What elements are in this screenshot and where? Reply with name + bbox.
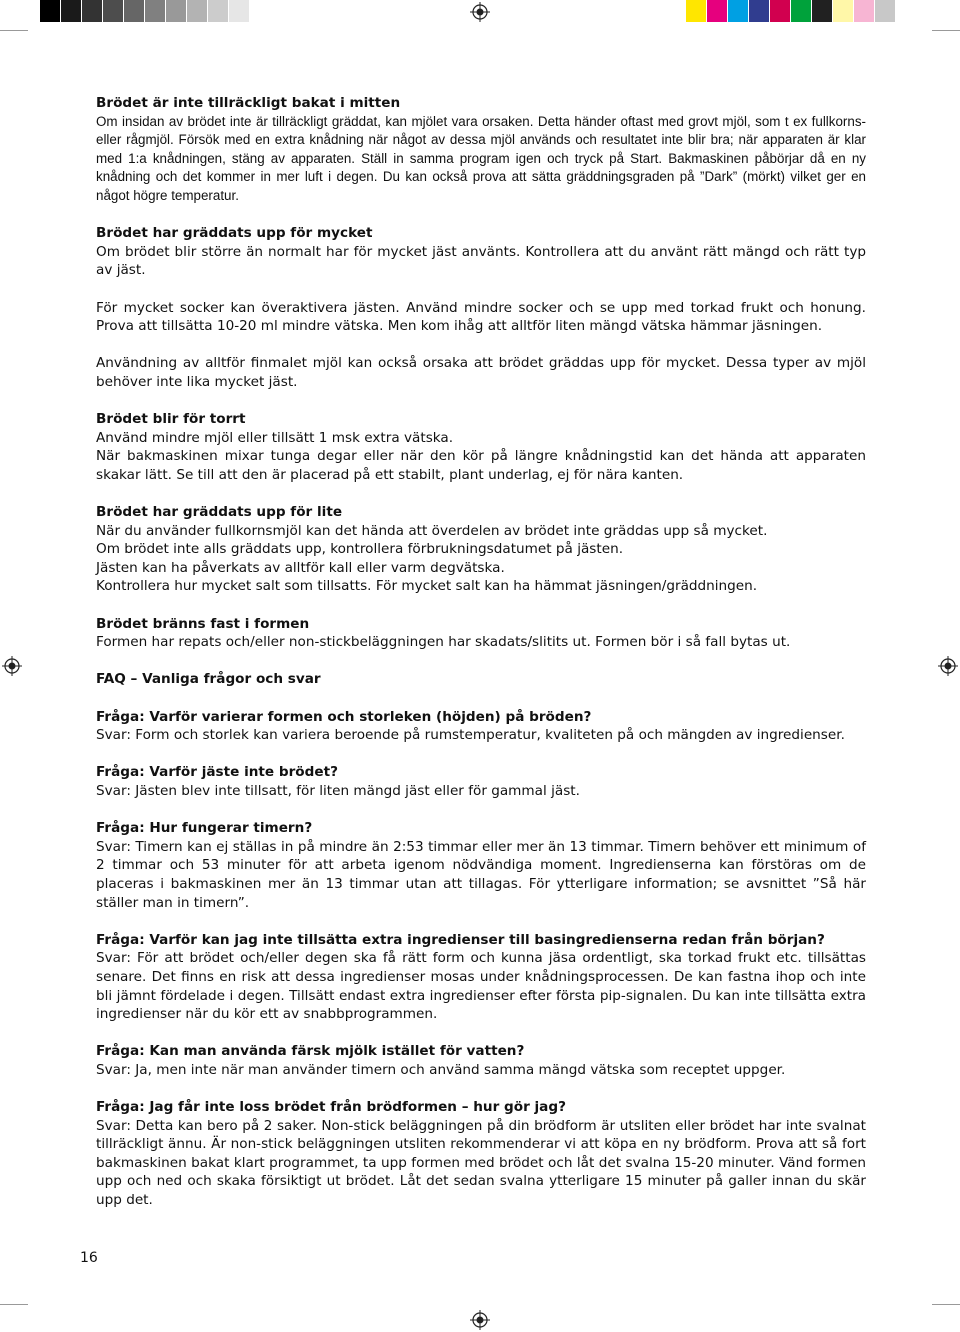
paragraph: Om brödet blir större än normalt har för mycket jäst använts. Kontrollera att du använt rätt mängd och rätt typ av jäst.: [96, 243, 866, 279]
paragraph: För mycket socker kan överaktivera jästen. Använd mindre socker och se upp med torkad frukt och honung. Prova att tillsätta 10-20 ml mindre vätska. Men kom ihåg att alltför liten mängd vätska hämmar jäsningen.: [96, 299, 866, 335]
gray-swatch: [61, 0, 82, 22]
gray-swatch: [208, 0, 229, 22]
color-swatch: [770, 0, 791, 22]
section-heading: Fråga: Jag får inte loss brödet från brödformen – hur gör jag?: [96, 1099, 566, 1116]
color-swatch: [791, 0, 812, 22]
section: [96, 410, 866, 484]
gray-swatch: [82, 0, 103, 22]
section: [96, 354, 866, 391]
section-heading: Brödet bränns fast i formen: [96, 615, 310, 632]
section-heading: FAQ – Vanliga frågor och svar: [96, 671, 321, 688]
paragraph: Svar: Form och storlek kan variera beroende på rumstemperatur, kvaliteten på och mängden av ingredienser.: [96, 727, 845, 744]
color-swatch: [686, 0, 707, 22]
crop-mark-top-right: [932, 30, 960, 31]
paragraph: Använd mindre mjöl eller tillsätt 1 msk extra vätska.: [96, 429, 454, 446]
gray-swatch: [124, 0, 145, 22]
gray-swatch: [166, 0, 187, 22]
section: [96, 763, 866, 800]
section: [96, 299, 866, 336]
color-swatch: [728, 0, 749, 22]
color-swatch: [833, 0, 854, 22]
color-swatch: [749, 0, 770, 22]
section: [96, 615, 866, 652]
gray-swatch: [187, 0, 208, 22]
paragraph: Svar: Timern kan ej ställas in på mindre än 2:53 timmar eller mer än 13 timmar. Timern behöver ett minimum of 2 timmar och 53 minuter för att arbeta igenom nödvändiga moment. Ingredienserna kan förstöras om de placeras i bakmaskinen mer än 13 timmar utan att tillagas. För ytterligare information; se avsnittet ”Så här ställer man in timern”.: [96, 838, 866, 911]
color-swatch: [812, 0, 833, 22]
section: [96, 224, 866, 280]
registration-mark-bottom-icon: [470, 1310, 490, 1330]
section: [96, 503, 866, 596]
paragraph: Svar: Jästen blev inte tillsatt, för liten mängd jäst eller för gammal jäst.: [96, 782, 580, 799]
gray-swatch: [145, 0, 166, 22]
registration-mark-top-icon: [470, 2, 490, 22]
section-heading: Fråga: Varför kan jag inte tillsätta extra ingredienser till basingredienserna redan från början?: [96, 931, 825, 948]
paragraph: Kontrollera hur mycket salt som tillsatts. För mycket salt kan ha hämmat jäsningen/gräddningen.: [96, 578, 758, 595]
paragraph: Svar: För att brödet och/eller degen ska få rätt form och kunna jäsa ordentligt, ska torkad frukt etc. tillsättas senare. Det finns en risk att dessa ingredienser mosas under knådningsprocessen. De kan fastna ihop och inte bli jämnt fördelade i degen. Tillsätt endast extra ingredienser efter första pip-signalen. Du kan inte tillsätta extra ingredienser när du kör ett av snabbprogrammen.: [96, 950, 866, 1023]
crop-mark-bottom-left: [0, 1304, 28, 1305]
paragraph: När du använder fullkornsmjöl kan det hända att överdelen av brödet inte gräddas upp så mycket.: [96, 522, 768, 539]
grayscale-color-bar: [40, 0, 271, 22]
page-number: 16: [80, 1250, 98, 1266]
color-swatch: [854, 0, 875, 22]
paragraph: Svar: Detta kan bero på 2 saker. Non-stick beläggningen på din brödform är utsliten eller brödet har inte svalnat tillräckligt ännu. Är non-stick beläggningen utsliten rekommenderar vi att köpa en ny brödform. Prova att så fort bakmaskinen bakat klart programmet, ta upp formen med brödet och låt det svalna 15-20 minuter. Vänd formen upp och ned och skaka försiktigt ut brödet. Låt det sedan svalna ytterligare 15 minuter på galler innan du skär upp det.: [96, 1117, 866, 1209]
color-swatch: [875, 0, 896, 22]
section-heading: Brödet har gräddats upp för lite: [96, 504, 343, 521]
paragraph: Om brödet inte alls gräddats upp, kontrollera förbrukningsdatumet på jästen.: [96, 541, 624, 558]
section: [96, 931, 866, 1024]
paragraph: Svar: Ja, men inte när man använder timern och använd samma mängd vätska som receptet uppger.: [96, 1061, 786, 1078]
section-heading: Fråga: Varför varierar formen och storleken (höjden) på bröden?: [96, 708, 592, 725]
section: [96, 670, 866, 689]
section: [96, 708, 866, 745]
gray-swatch: [40, 0, 61, 22]
paragraph: Om insidan av brödet inte är tillräckligt gräddat, kan mjölet vara orsaken. Detta händer oftast med grovt mjöl, som t ex fullkorns- eller rågmjöl. Försök med en extra knådning när något av dessa mjöl används och resultatet inte blir bra; när apparaten är klar med 1:a knådningen, stäng av apparaten. Ställ in samma program igen och tryck på Start. Bakmaskinen påbörjar då en ny knådning och det kommer in mer luft i degen. Du kan också prova att sätta gräddningsgraden på ”Dark” (mörkt) vilket ger en något högre temperatur.: [96, 113, 866, 203]
section-heading: Fråga: Hur fungerar timern?: [96, 820, 313, 837]
section-heading: Fråga: Varför jäste inte brödet?: [96, 764, 338, 781]
crop-mark-bottom-right: [932, 1304, 960, 1305]
section-heading: Brödet blir för torrt: [96, 411, 246, 428]
section-heading: Brödet har gräddats upp för mycket: [96, 225, 373, 242]
registration-mark-left-icon: [2, 656, 22, 676]
section-heading: Fråga: Kan man använda färsk mjölk istället för vatten?: [96, 1043, 525, 1060]
document-body: [96, 94, 866, 1228]
section: [96, 819, 866, 912]
section: [96, 1098, 866, 1210]
section-heading: Brödet är inte tillräckligt bakat i mitten: [96, 95, 401, 111]
cmyk-color-bar: [686, 0, 896, 22]
gray-swatch: [250, 0, 271, 22]
section: [96, 94, 866, 206]
paragraph: Jästen kan ha påverkats av alltför kall eller varm degvätska.: [96, 559, 505, 576]
paragraph: Användning av alltför finmalet mjöl kan också orsaka att brödet gräddas upp för mycket. Dessa typer av mjöl behöver inte lika mycket jäst.: [96, 355, 866, 390]
paragraph: När bakmaskinen mixar tunga degar eller när den kör på längre knådningstid kan det hända att apparaten skakar lätt. Se till att den är placerad på ett stabilt, plant underlag, ej för nära kanten.: [96, 448, 866, 483]
section: [96, 1042, 866, 1079]
color-swatch: [707, 0, 728, 22]
gray-swatch: [103, 0, 124, 22]
gray-swatch: [229, 0, 250, 22]
crop-mark-top-left: [0, 30, 28, 31]
registration-mark-right-icon: [938, 656, 958, 676]
paragraph: Formen har repats och/eller non-stickbeläggningen har skadats/slitits ut. Formen bör i så fall bytas ut.: [96, 634, 791, 651]
